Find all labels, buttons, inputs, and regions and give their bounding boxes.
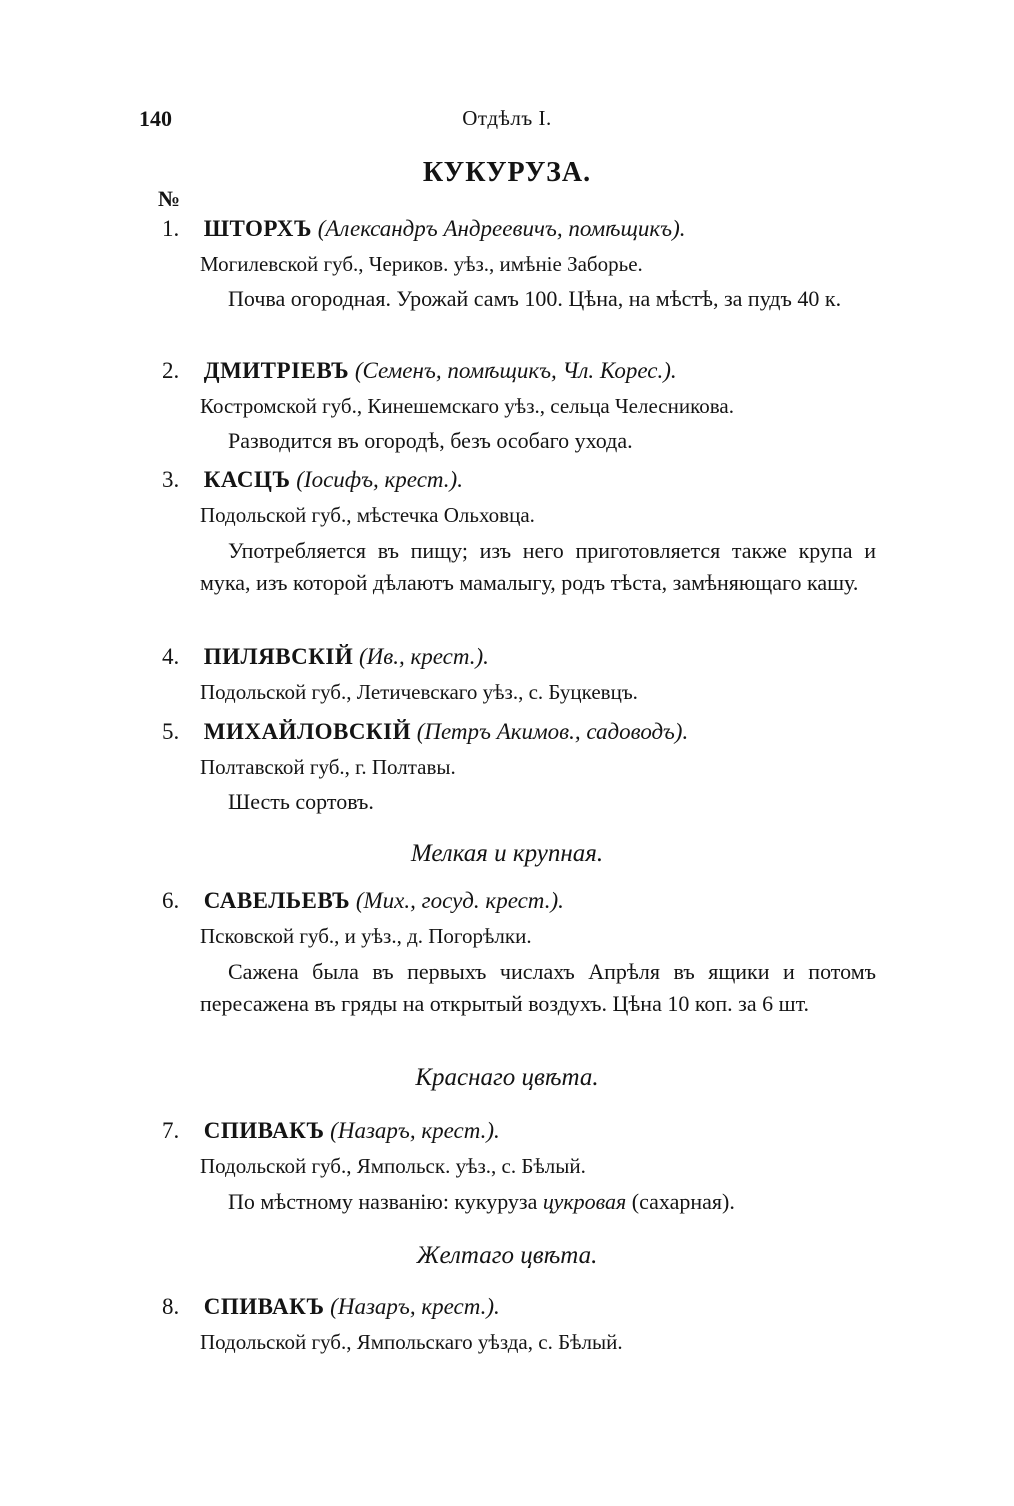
- entry-number: 2.: [162, 358, 180, 383]
- exhibitor-details: (Петръ Акимов., садоводъ).: [416, 719, 689, 744]
- exhibitor-name: САВЕЛЬЕВЪ: [203, 888, 351, 913]
- entry-number: 8.: [162, 1294, 180, 1319]
- entry-location: Могилевской губ., Чериков. уѣз., имѣніе Заборье.: [200, 252, 643, 276]
- local-name: цукровая: [542, 1189, 627, 1214]
- description-text-end: (сахарная).: [626, 1189, 735, 1214]
- entry-number: 7.: [162, 1118, 180, 1143]
- entry-number: 5.: [162, 719, 180, 744]
- entry-description: Сажена была въ первыхъ числахъ Апрѣля въ ящики и потомъ пересажена въ гряды на открытый воздухъ. Цѣна 10 коп. за 6 шт.: [200, 959, 876, 1016]
- entry-heading: [162, 358, 677, 384]
- exhibitor-details: (Іосифъ, крест.).: [296, 467, 463, 492]
- exhibitor-name: ШТОРХЪ: [203, 216, 312, 241]
- exhibitor-details: (Александръ Андреевичъ, помѣщикъ).: [317, 216, 686, 241]
- subheading-small-large: Мелкая и крупная.: [410, 840, 604, 867]
- description-text: По мѣстному названію: кукуруза: [228, 1189, 543, 1214]
- entry-description: Шесть сортовъ.: [228, 789, 374, 814]
- entry-location: Подольской губ., Летичевскаго уѣз., с. Буцкевцъ.: [200, 680, 638, 704]
- exhibitor-name: КАСЦЪ: [203, 467, 291, 492]
- page-header: [0, 106, 1014, 140]
- entry-heading: [162, 1294, 500, 1320]
- exhibitor-details: (Назаръ, крест.).: [330, 1294, 500, 1319]
- exhibitor-details: (Ив., крест.).: [359, 644, 489, 669]
- entry-location: Подольской губ., Ямпольскаго уѣзда, с. Бѣлый.: [200, 1330, 623, 1354]
- entry-location: Полтавской губ., г. Полтавы.: [200, 755, 456, 779]
- exhibitor-name: СПИВАКЪ: [203, 1118, 325, 1143]
- number-sign: №: [158, 186, 181, 211]
- entry-number: 1.: [162, 216, 180, 241]
- subheading-red: Краснаго цвѣта.: [415, 1064, 599, 1091]
- entry-heading: [162, 888, 564, 914]
- exhibitor-details: (Мих., госуд. крест.).: [355, 888, 564, 913]
- entry-location: Подольской губ., Ямпольск. уѣз., с. Бѣлый.: [200, 1154, 586, 1178]
- exhibitor-name: ПИЛЯВСКІЙ: [203, 644, 354, 669]
- entry-location: Подольской губ., мѣстечка Ольховца.: [200, 503, 535, 527]
- entry-heading: [162, 467, 463, 493]
- exhibitor-details: (Назаръ, крест.).: [330, 1118, 500, 1143]
- subheading-yellow: Желтаго цвѣта.: [416, 1242, 598, 1269]
- entry-number: 4.: [162, 644, 180, 669]
- entry-location: Псковской губ., и уѣз., д. Погорѣлки.: [200, 924, 532, 948]
- entry-description: Разводится въ огородѣ, безъ особаго ухода.: [228, 428, 633, 453]
- section-title: КУКУРУЗА.: [422, 157, 592, 188]
- entry-description: Почва огородная. Урожай самъ 100. Цѣна, на мѣстѣ, за пудъ 40 к.: [228, 286, 842, 311]
- entry-description: [200, 1186, 876, 1218]
- entry-heading: [162, 644, 489, 670]
- entry-number: 3.: [162, 467, 180, 492]
- entry-number: 6.: [162, 888, 180, 913]
- entry-heading: [162, 1118, 500, 1144]
- exhibitor-details: (Семенъ, помѣщикъ, Чл. Корес.).: [354, 358, 677, 383]
- entry-description: Употребляется въ пищу; изъ него приготовляется также крупа и мука, изъ которой дѣлаютъ мамалыгу, родъ тѣста, замѣняющаго кашу.: [200, 538, 876, 595]
- entry-heading: [162, 216, 685, 242]
- entry-location: Костромской губ., Кинешемскаго уѣз., сельца Челесникова.: [200, 394, 734, 418]
- running-head: Отдѣлъ I.: [462, 106, 552, 130]
- exhibitor-name: СПИВАКЪ: [203, 1294, 325, 1319]
- exhibitor-name: ДМИТРІЕВЪ: [203, 358, 350, 383]
- page-number: 140: [139, 106, 172, 131]
- exhibitor-name: МИХАЙЛОВСКІЙ: [203, 719, 411, 744]
- entry-heading: [162, 719, 688, 745]
